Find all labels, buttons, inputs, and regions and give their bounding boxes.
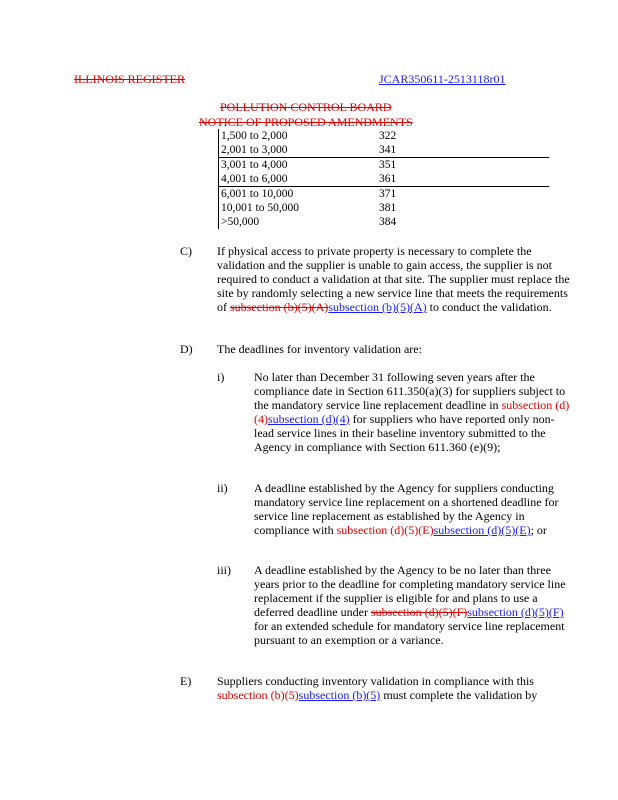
deleted-reference: subsection (d)(5)(F) <box>370 605 468 619</box>
item-ii-label: ii) <box>217 481 228 495</box>
section-c-text <box>217 244 579 314</box>
item-i-text-1: No later than December 31 following seven years after the compliance date in Section 611.350(a)(3) for suppliers subject to the mandatory service line replacement deadline in <box>254 370 566 412</box>
header-right: JCAR350611-2513118r01 <box>379 72 506 86</box>
section-e-text <box>217 674 579 702</box>
item-i-text <box>254 370 572 454</box>
section-d-text: The deadlines for inventory validation are: <box>217 342 422 356</box>
table-cell: 1,500 to 2,000 <box>219 129 312 143</box>
agency-title: POLLUTION CONTROL BOARD <box>220 100 392 114</box>
header-left: ILLINOIS REGISTER <box>74 72 185 86</box>
section-e-text-2: must complete the validation by <box>380 688 538 702</box>
table-cell: 4,001 to 6,000 <box>219 172 312 187</box>
inserted-reference: subsection (b)(5)(A) <box>328 300 427 314</box>
section-c-text-2: to conduct the validation. <box>426 300 552 314</box>
section-e-label: E) <box>180 674 192 688</box>
population-table <box>218 129 549 229</box>
section-c-text-1: If physical access to private property is necessary to complete the validation and the supplier is unable to gain access, the supplier is not required to conduct a validation at that site. The supplier must replace the site by randomly selecting a new service line that meets the requirements of <box>217 244 570 314</box>
table-row <box>219 158 550 173</box>
inserted-reference: subsection (d)(4) <box>268 412 350 426</box>
section-e-text-1: Suppliers conducting inventory validation in compliance with this <box>217 674 534 688</box>
table-row <box>219 215 550 229</box>
table-row <box>219 172 550 187</box>
item-i-label: i) <box>217 370 225 384</box>
deleted-reference: subsection (b)(5)(A) <box>230 300 329 314</box>
table-cell: 341 <box>379 144 397 156</box>
table-row <box>219 143 550 158</box>
item-iii-label: iii) <box>217 563 231 577</box>
deleted-reference: subsection (d)(4) <box>254 398 570 426</box>
table-cell: 371 <box>311 187 549 202</box>
table-cell: 384 <box>379 216 397 228</box>
deleted-reference: subsection (b)(5) <box>217 688 299 702</box>
item-iii-text-2: for an extended schedule for mandatory service line replacement pursuant to an exemption or a variance. <box>254 619 565 647</box>
table-row <box>219 187 550 202</box>
item-ii-text-1: A deadline established by the Agency for suppliers conducting mandatory service line replacement on a shortened deadline for service line replacement as established by the Agency in compliance with <box>254 481 559 537</box>
table-cell: 6,001 to 10,000 <box>219 187 312 202</box>
item-i-text-2: for suppliers who have reported only non-lead service lines in their baseline inventory submitted to the Agency in compliance with Section 611.360 (e)(9); <box>254 412 555 454</box>
table-cell: >50,000 <box>219 215 312 229</box>
section-d-label: D) <box>180 342 193 356</box>
inserted-reference: subsection (b)(5) <box>298 688 381 702</box>
item-ii-text-2: ; or <box>530 523 547 537</box>
inserted-reference: subsection (d)(5)(E) <box>433 523 531 537</box>
table-cell: 10,001 to 50,000 <box>219 201 312 215</box>
table-cell: 3,001 to 4,000 <box>219 158 312 173</box>
item-ii-text <box>254 481 572 537</box>
inserted-reference: subsection (d)(5)(F) <box>467 605 564 619</box>
table-cell: 381 <box>379 202 397 214</box>
table-row <box>219 129 550 143</box>
table-cell: 361 <box>379 173 397 185</box>
item-iii-text-1: A deadline established by the Agency to be no later than three years prior to the deadline for completing mandatory service line replacement if the supplier is eligible for and plans to use a deferred deadline under <box>254 563 566 619</box>
notice-title: NOTICE OF PROPOSED AMENDMENTS <box>199 115 413 129</box>
item-iii-text <box>254 563 572 647</box>
table-cell: 322 <box>379 130 397 142</box>
table-cell: 351 <box>311 158 549 173</box>
table-row <box>219 201 550 215</box>
deleted-reference: subsection (d)(5)(E) <box>336 523 434 537</box>
section-c-label: C) <box>180 244 192 258</box>
table-cell: 2,001 to 3,000 <box>219 143 312 158</box>
